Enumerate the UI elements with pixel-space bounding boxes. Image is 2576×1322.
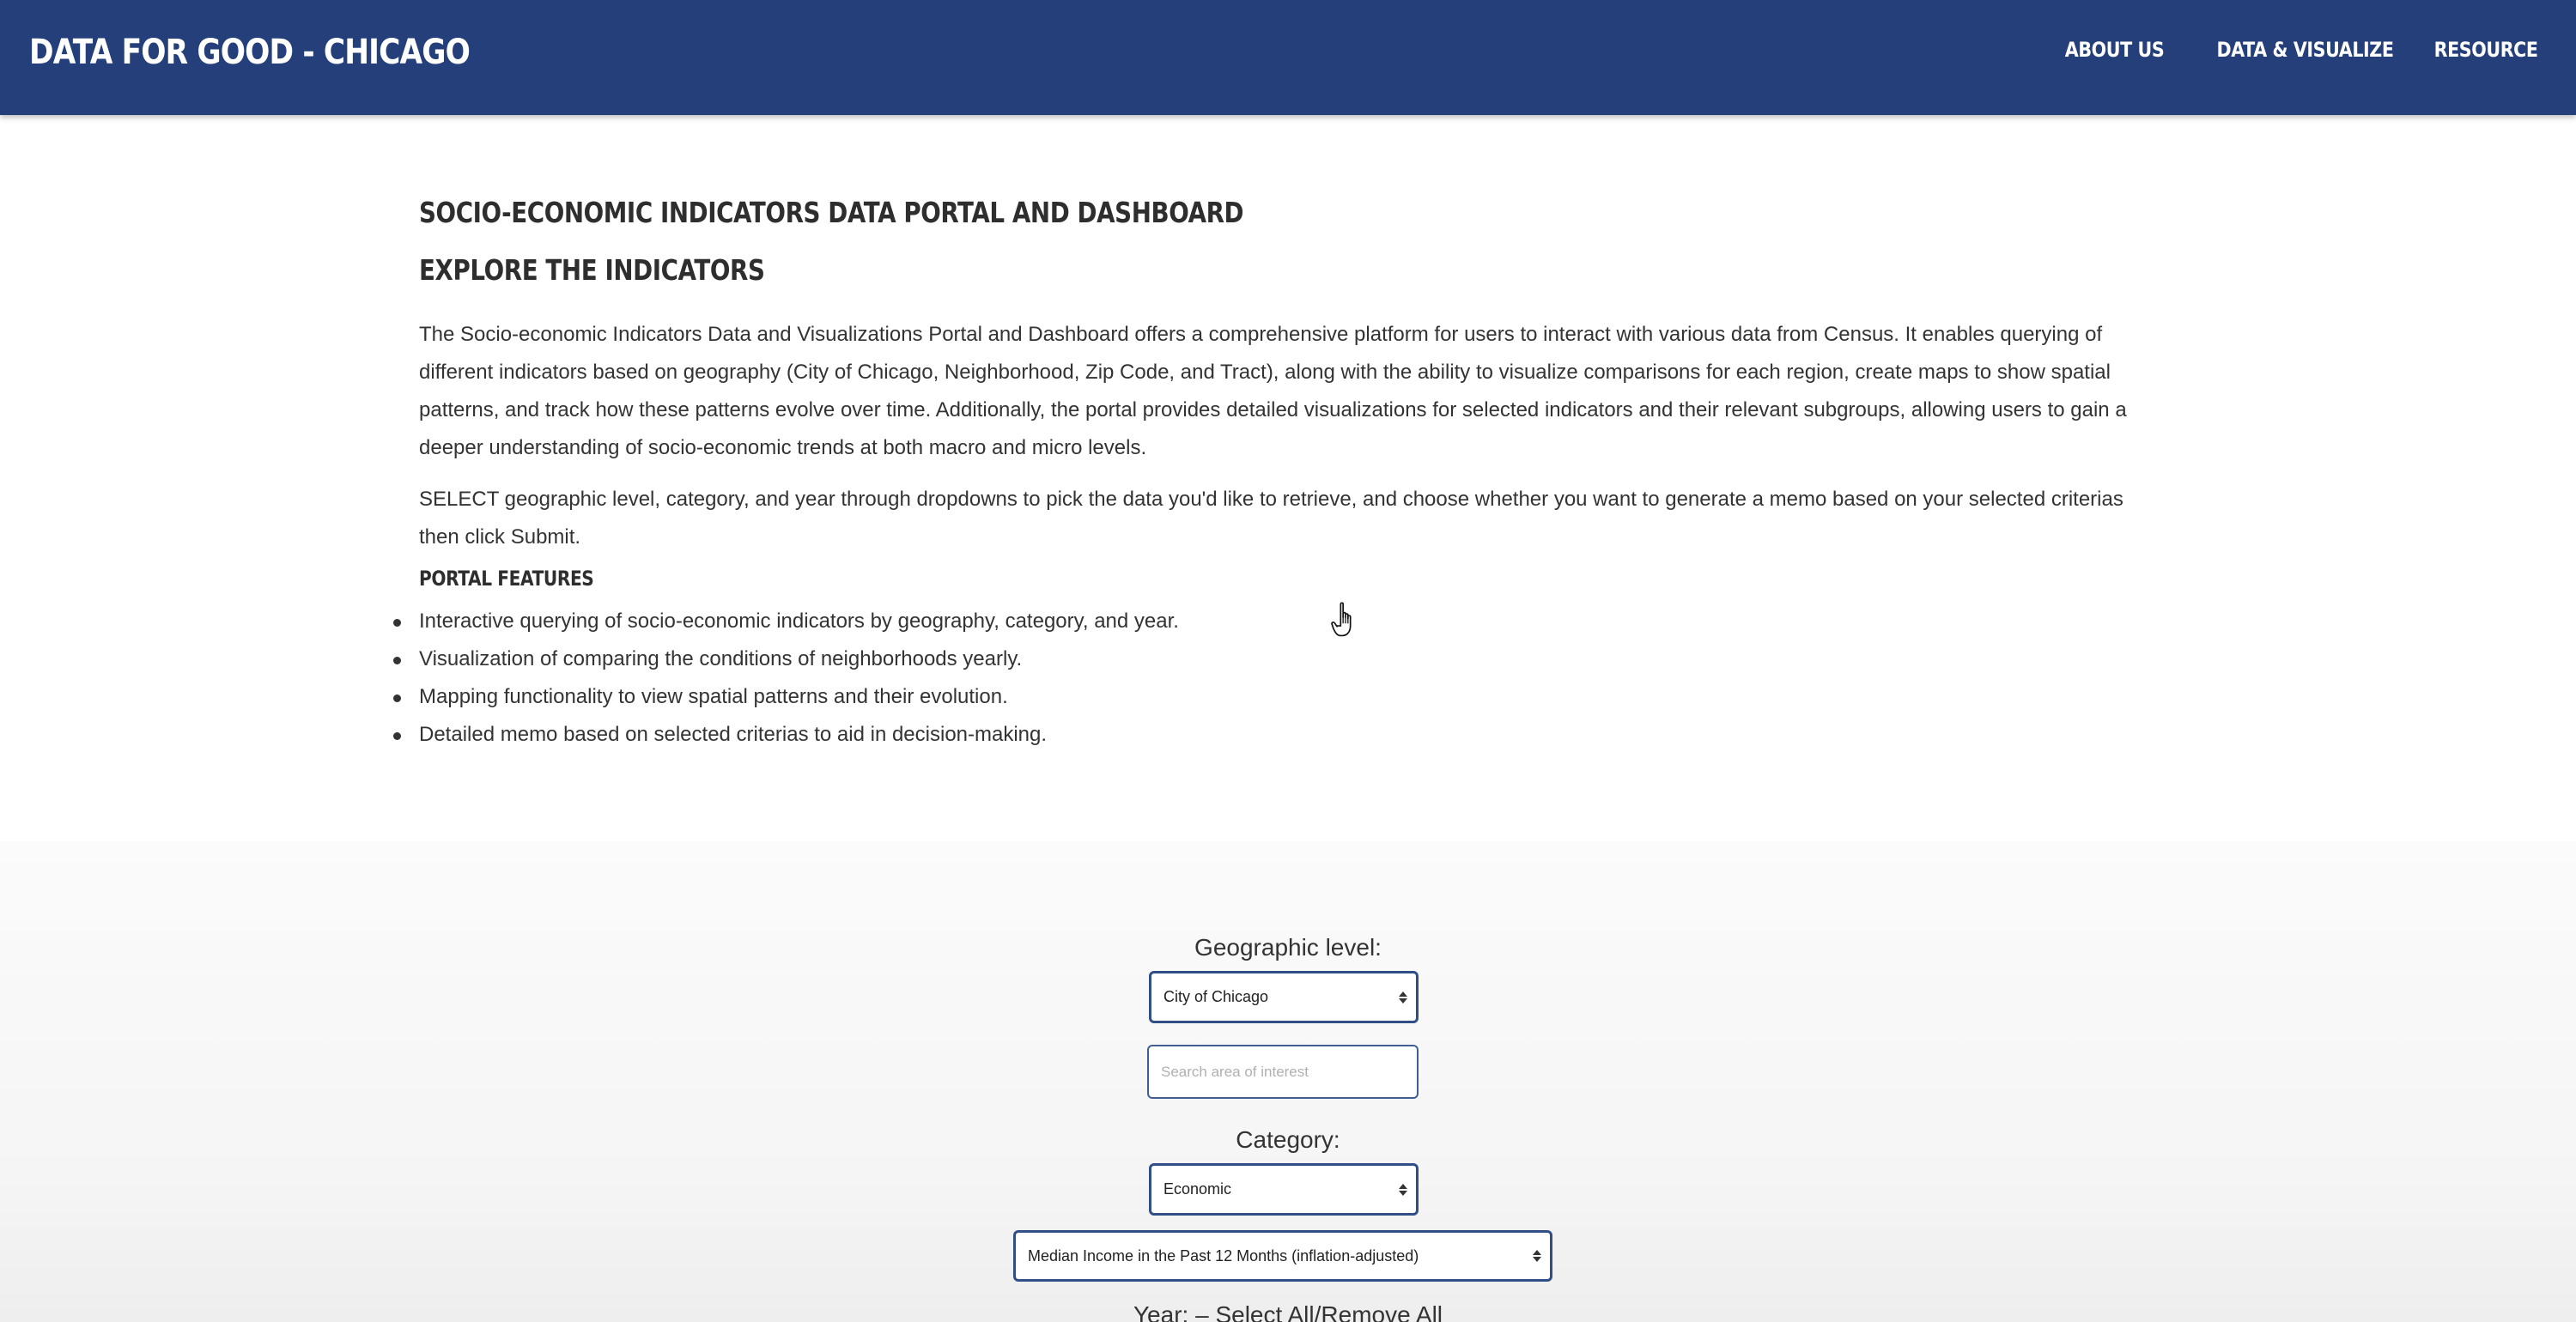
geo-level-select[interactable] [1149, 971, 1419, 1023]
feature-item: Interactive querying of socio-economic indicators by geography, category, and year. [419, 603, 2136, 640]
features-title: PORTAL FEATURES [419, 567, 594, 591]
intro-section [419, 196, 2136, 754]
nav-data-visualize[interactable]: DATA & VISUALIZE [2216, 38, 2394, 62]
main-nav [2049, 38, 2538, 62]
select-arrows-icon [1399, 1184, 1407, 1196]
year-row [0, 1301, 2576, 1322]
indicator-select[interactable] [1013, 1230, 1552, 1282]
geo-level-value: City of Chicago [1163, 988, 1269, 1005]
search-placeholder: Search area of interest [1161, 1063, 1309, 1080]
instructions-paragraph: SELECT geographic level, category, and year through dropdowns to pick the data you'd like to retrieve, and choose whether you want to generate a memo based on your selected criterias then click Submit. [419, 488, 2123, 549]
page-title: SOCIO-ECONOMIC INDICATORS DATA PORTAL AND DASHBOARD [419, 196, 1244, 229]
category-value: Economic [1163, 1180, 1232, 1198]
select-arrows-icon [1533, 1250, 1541, 1262]
site-brand[interactable]: DATA FOR GOOD - CHICAGO [29, 33, 471, 72]
intro-paragraph: The Socio-economic Indicators Data and Visualizations Portal and Dashboard offers a comprehensive platform for users to interact with various data from Census. It enables querying of different indicators based on geography (City of Chicago, Neighborhood, Zip Code, and Tract), along with the ability to visualize comparisons for each region, create maps to show spatial patterns, and track how these patterns evolve over time. Additionally, the portal provides detailed visualizations for selected indicators and their relevant subgroups, allowing users to gain a deeper understanding of socio-economic trends at both macro and micro levels. [419, 323, 2127, 459]
top-navbar [0, 0, 2576, 115]
nav-about-us[interactable]: ABOUT US [2064, 38, 2164, 62]
indicator-value: Median Income in the Past 12 Months (inflation-adjusted) [1028, 1246, 1419, 1264]
feature-item: Mapping functionality to view spatial patterns and their evolution. [419, 678, 2136, 716]
select-all-toggle[interactable]: Select All/Remove All [1215, 1301, 1443, 1322]
section-title: EXPLORE THE INDICATORS [419, 253, 765, 287]
nav-resource[interactable]: RESOURCE [2434, 38, 2538, 62]
feature-item: Detailed memo based on selected criterias to aid in decision-making. [419, 716, 2136, 754]
search-area-input[interactable] [1147, 1045, 1419, 1099]
category-label: Category: [1236, 1126, 1340, 1153]
geo-level-label: Geographic level: [1194, 934, 1382, 961]
features-list [419, 603, 2136, 754]
category-select[interactable] [1149, 1163, 1419, 1216]
select-arrows-icon [1399, 992, 1407, 1004]
year-separator: – [1195, 1301, 1209, 1322]
year-label: Year: [1133, 1301, 1189, 1322]
feature-item: Visualization of comparing the conditions of neighborhoods yearly. [419, 640, 2136, 678]
hand-pointer-icon [1331, 601, 1360, 639]
